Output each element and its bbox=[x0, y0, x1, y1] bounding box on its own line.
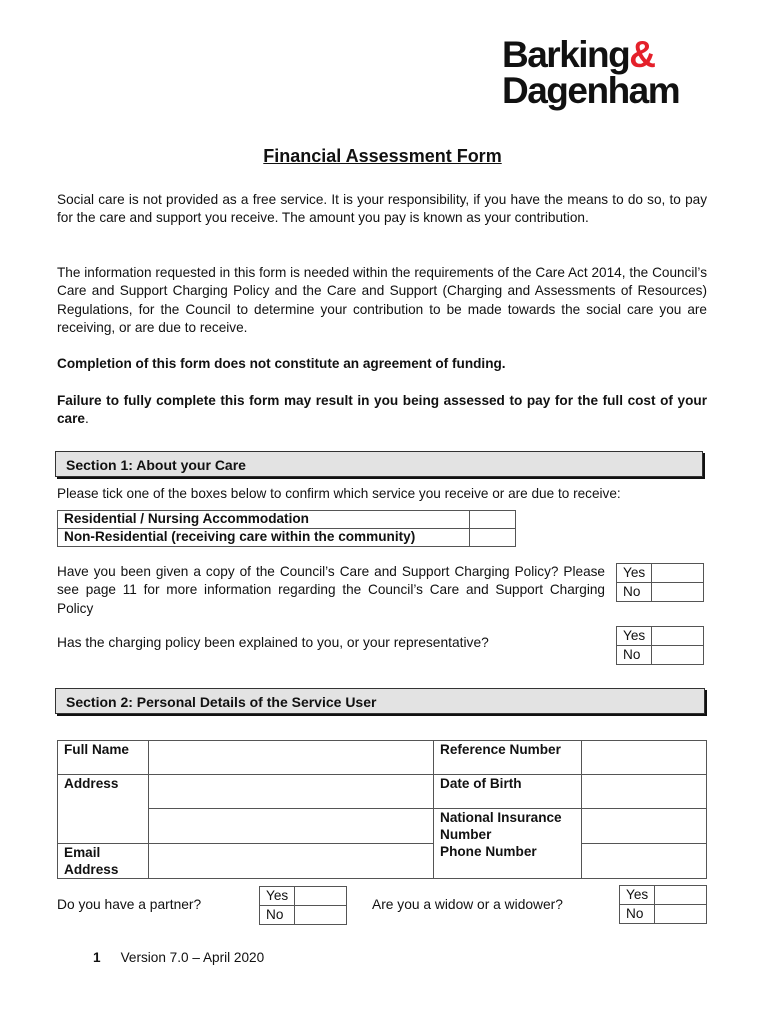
table-row bbox=[617, 583, 704, 602]
table-row bbox=[260, 906, 347, 925]
widow-no-checkbox[interactable] bbox=[655, 905, 707, 924]
ni-number-label: National Insurance Number bbox=[434, 809, 582, 844]
service-residential-checkbox[interactable] bbox=[470, 511, 516, 529]
table-row bbox=[620, 905, 707, 924]
widow-yes-no bbox=[619, 885, 707, 924]
date-of-birth-input[interactable] bbox=[582, 775, 707, 809]
table-row bbox=[620, 886, 707, 905]
partner-no-checkbox[interactable] bbox=[295, 906, 347, 925]
logo-line2: Dagenham bbox=[502, 70, 680, 111]
question-partner: Do you have a partner? bbox=[57, 897, 202, 912]
full-name-label: Full Name bbox=[58, 741, 149, 775]
partner-yes-no bbox=[259, 886, 347, 925]
phone-number-label: Phone Number bbox=[434, 843, 582, 878]
partner-yes-checkbox[interactable] bbox=[295, 887, 347, 906]
policy-explained-yes-no bbox=[616, 626, 704, 665]
policy-copy-yes-no bbox=[616, 563, 704, 602]
no-label: No bbox=[260, 906, 295, 925]
ni-number-input[interactable] bbox=[582, 809, 707, 844]
intro-warning-text: Failure to fully complete this form may result in you being assessed to pay for the full cost of your care bbox=[57, 393, 707, 427]
full-name-input[interactable] bbox=[149, 741, 434, 775]
service-nonresidential-label: Non-Residential (receiving care within the community) bbox=[58, 529, 470, 547]
address-input-line1[interactable] bbox=[149, 775, 434, 809]
intro-paragraph-1: Social care is not provided as a free service. It is your responsibility, if you have the means to do so, to pay for the care and support you receive. The amount you pay is known as your contribution. bbox=[57, 192, 707, 226]
widow-yes-checkbox[interactable] bbox=[655, 886, 707, 905]
table-row bbox=[58, 511, 516, 529]
section-1-heading: Section 1: About your Care bbox=[55, 451, 703, 477]
intro-warning bbox=[57, 392, 707, 429]
table-row bbox=[58, 741, 707, 775]
section-2-heading: Section 2: Personal Details of the Service User bbox=[55, 688, 705, 714]
table-row bbox=[617, 564, 704, 583]
question-policy-explained: Has the charging policy been explained to you, or your representative? bbox=[57, 635, 489, 650]
table-row bbox=[260, 887, 347, 906]
table-row bbox=[58, 843, 707, 878]
policy-explained-no-checkbox[interactable] bbox=[652, 646, 704, 665]
logo-line1: Barking bbox=[502, 34, 630, 75]
question-policy-copy: Have you been given a copy of the Council’s Care and Support Charging Policy? Please see page 11 for more information regarding the Council’s Care and Support Charging Policy bbox=[57, 564, 605, 616]
no-label: No bbox=[617, 583, 652, 602]
personal-details-table bbox=[57, 740, 707, 879]
policy-copy-no-checkbox[interactable] bbox=[652, 583, 704, 602]
policy-explained-yes-checkbox[interactable] bbox=[652, 627, 704, 646]
email-input[interactable] bbox=[149, 843, 434, 878]
policy-copy-yes-checkbox[interactable] bbox=[652, 564, 704, 583]
council-logo bbox=[502, 34, 680, 111]
version-text: Version 7.0 – April 2020 bbox=[120, 950, 265, 965]
service-type-table bbox=[57, 510, 516, 547]
logo-ampersand: & bbox=[629, 34, 655, 75]
page-number: 1 bbox=[93, 950, 101, 965]
yes-label: Yes bbox=[260, 887, 295, 906]
table-row bbox=[617, 646, 704, 665]
service-nonresidential-checkbox[interactable] bbox=[470, 529, 516, 547]
service-residential-label: Residential / Nursing Accommodation bbox=[58, 511, 470, 529]
date-of-birth-label: Date of Birth bbox=[434, 775, 582, 809]
table-row bbox=[58, 775, 707, 809]
intro-paragraph-2: The information requested in this form is needed within the requirements of the Care Act 2014, the Council’s Care and Support Charging Policy and the Care and Support (Charging and Assessments of Resources) Regulations, for the Council to determine your contribution to be made towards the social care you are receiving, or are due to receive. bbox=[57, 265, 707, 336]
table-row bbox=[58, 529, 516, 547]
no-label: No bbox=[617, 646, 652, 665]
question-widow: Are you a widow or a widower? bbox=[372, 897, 563, 912]
phone-number-input[interactable] bbox=[582, 843, 707, 878]
address-label: Address bbox=[58, 775, 149, 844]
yes-label: Yes bbox=[617, 627, 652, 646]
table-row bbox=[617, 627, 704, 646]
address-input-line2[interactable] bbox=[149, 809, 434, 844]
no-label: No bbox=[620, 905, 655, 924]
page-footer bbox=[93, 950, 264, 965]
reference-number-label: Reference Number bbox=[434, 741, 582, 775]
yes-label: Yes bbox=[620, 886, 655, 905]
section-1-instruction: Please tick one of the boxes below to confirm which service you receive or are due to receive: bbox=[57, 486, 621, 501]
intro-notice-funding: Completion of this form does not constitute an agreement of funding. bbox=[57, 356, 506, 371]
intro-warning-end: . bbox=[84, 411, 89, 427]
reference-number-input[interactable] bbox=[582, 741, 707, 775]
email-label: Email Address bbox=[58, 843, 149, 878]
yes-label: Yes bbox=[617, 564, 652, 583]
page-title: Financial Assessment Form bbox=[263, 146, 502, 166]
table-row bbox=[58, 809, 707, 844]
